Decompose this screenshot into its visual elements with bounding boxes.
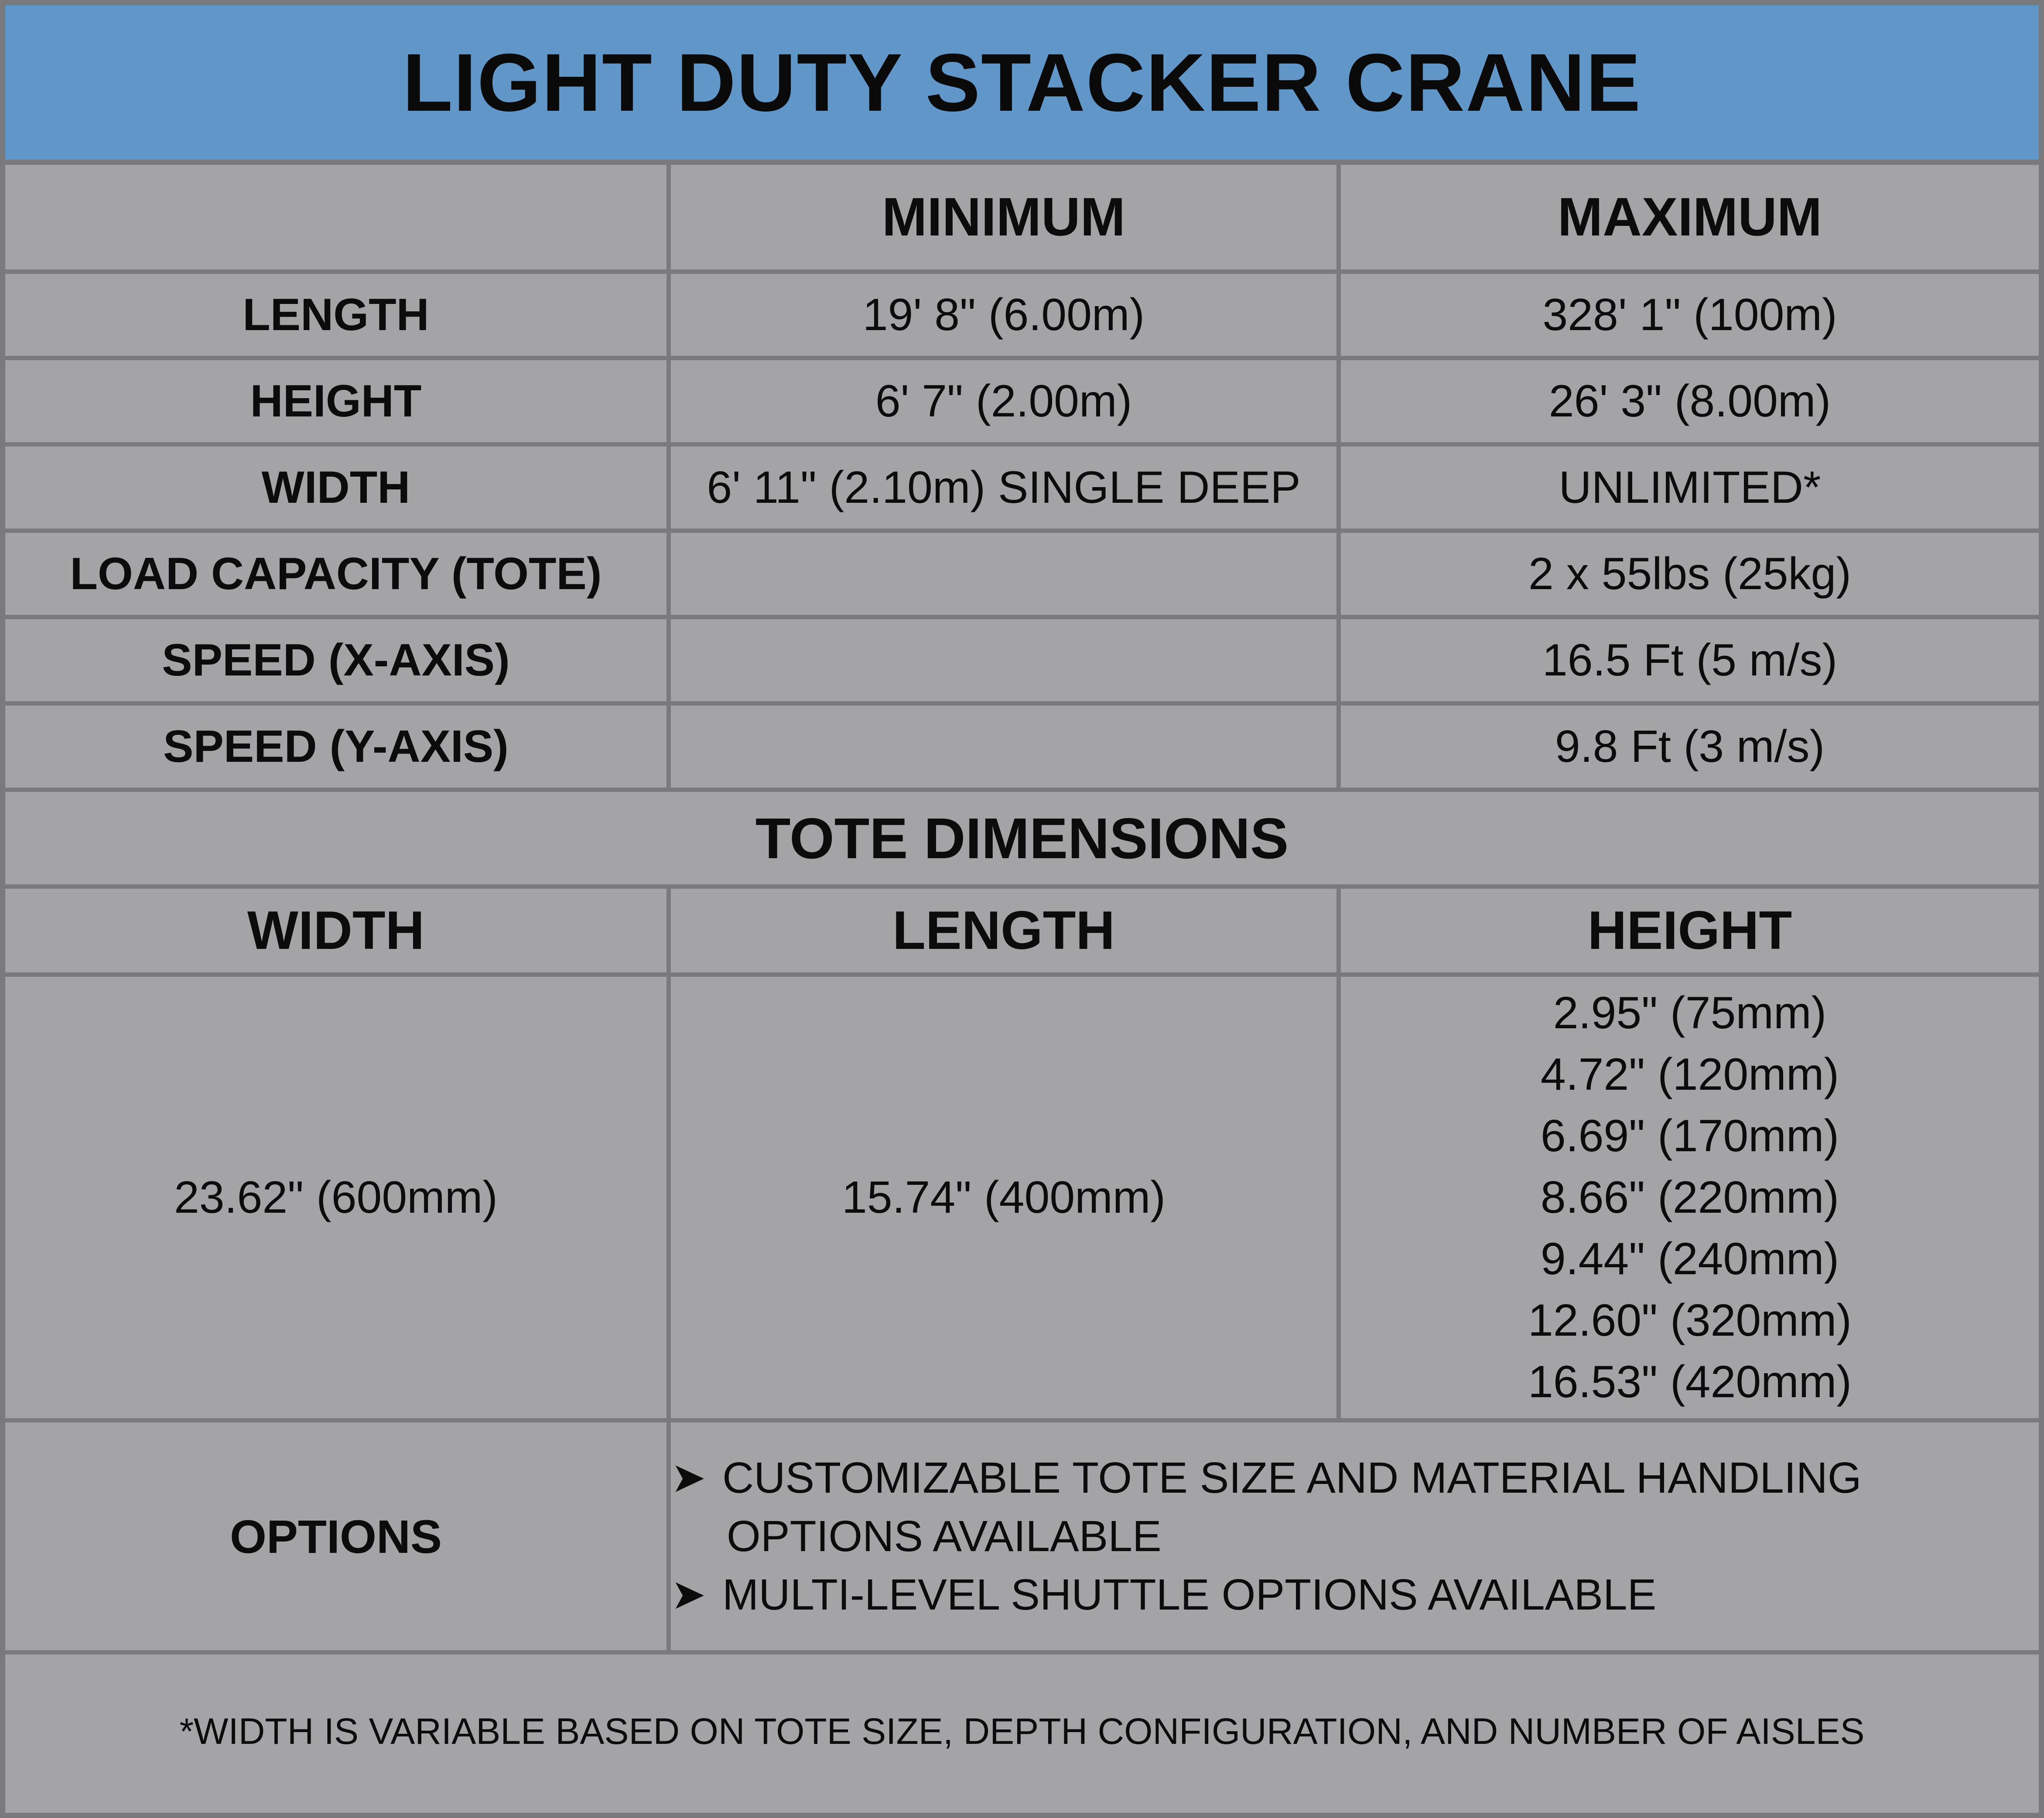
tote-header-row [5, 887, 2039, 975]
arrow-bullet-icon: ➤ [671, 1454, 706, 1501]
spec-max: 26' 3" (8.00m) [1339, 358, 2039, 444]
option-text: MULTI-LEVEL SHUTTLE OPTIONS AVAILABLE [722, 1570, 1657, 1619]
tote-section-title: TOTE DIMENSIONS [5, 790, 2039, 887]
spec-row-load-capacity [5, 531, 2039, 617]
spec-min: 19' 8" (6.00m) [669, 272, 1339, 358]
options-row [5, 1420, 2039, 1652]
tote-header-width: WIDTH [5, 887, 669, 975]
tote-height-item: 12.60" (320mm) [1528, 1295, 1852, 1346]
spec-row-speed-y [5, 703, 2039, 790]
spec-label: SPEED (Y-AXIS) [5, 703, 669, 790]
footnote: *WIDTH IS VARIABLE BASED ON TOTE SIZE, DEPTH CONFIGURATION, AND NUMBER OF AISLES [5, 1652, 2039, 1808]
tote-height-list [1341, 982, 2039, 1413]
option-item [671, 1449, 2039, 1566]
spec-max: 2 x 55lbs (25kg) [1339, 531, 2039, 617]
spec-min: 6' 11" (2.10m) SINGLE DEEP [669, 444, 1339, 531]
spec-table [5, 165, 2039, 1808]
tote-length-value: 15.74" (400mm) [669, 975, 1339, 1420]
tote-height-values [1339, 975, 2039, 1420]
options-label: OPTIONS [5, 1420, 669, 1652]
tote-values-row [5, 975, 2039, 1420]
spec-min: 6' 7" (2.00m) [669, 358, 1339, 444]
options-list [669, 1420, 2039, 1652]
tote-height-item: 4.72" (120mm) [1540, 1049, 1839, 1100]
spec-max: 9.8 Ft (3 m/s) [1339, 703, 2039, 790]
option-text: CUSTOMIZABLE TOTE SIZE AND MATERIAL HANDLING OPTIONS AVAILABLE [722, 1453, 1862, 1561]
header-blank [5, 165, 669, 272]
spec-row-height [5, 358, 2039, 444]
spec-max: 328' 1" (100m) [1339, 272, 2039, 358]
spec-label: SPEED (X-AXIS) [5, 617, 669, 703]
tote-width-value: 23.62" (600mm) [5, 975, 669, 1420]
spec-row-speed-x [5, 617, 2039, 703]
tote-height-item: 8.66" (220mm) [1540, 1172, 1839, 1223]
spec-label: HEIGHT [5, 358, 669, 444]
header-maximum: MAXIMUM [1339, 165, 2039, 272]
page-title: LIGHT DUTY STACKER CRANE [402, 37, 1642, 128]
tote-height-item: 2.95" (75mm) [1553, 987, 1827, 1038]
spec-min [669, 617, 1339, 703]
spec-label: WIDTH [5, 444, 669, 531]
tote-height-item: 16.53" (420mm) [1528, 1356, 1852, 1407]
spec-row-width [5, 444, 2039, 531]
header-minimum: MINIMUM [669, 165, 1339, 272]
spec-min [669, 703, 1339, 790]
option-item [671, 1566, 2039, 1624]
spec-min [669, 531, 1339, 617]
spec-row-length [5, 272, 2039, 358]
spec-label: LOAD CAPACITY (TOTE) [5, 531, 669, 617]
arrow-bullet-icon: ➤ [671, 1571, 706, 1618]
tote-header-height: HEIGHT [1339, 887, 2039, 975]
spec-max: 16.5 Ft (5 m/s) [1339, 617, 2039, 703]
tote-section-row [5, 790, 2039, 887]
spec-label: LENGTH [5, 272, 669, 358]
footnote-row [5, 1652, 2039, 1808]
spec-max: UNLIMITED* [1339, 444, 2039, 531]
tote-header-length: LENGTH [669, 887, 1339, 975]
column-header-row [5, 165, 2039, 272]
tote-height-item: 9.44" (240mm) [1540, 1233, 1839, 1284]
tote-height-item: 6.69" (170mm) [1540, 1110, 1839, 1161]
title-bar [5, 5, 2039, 165]
